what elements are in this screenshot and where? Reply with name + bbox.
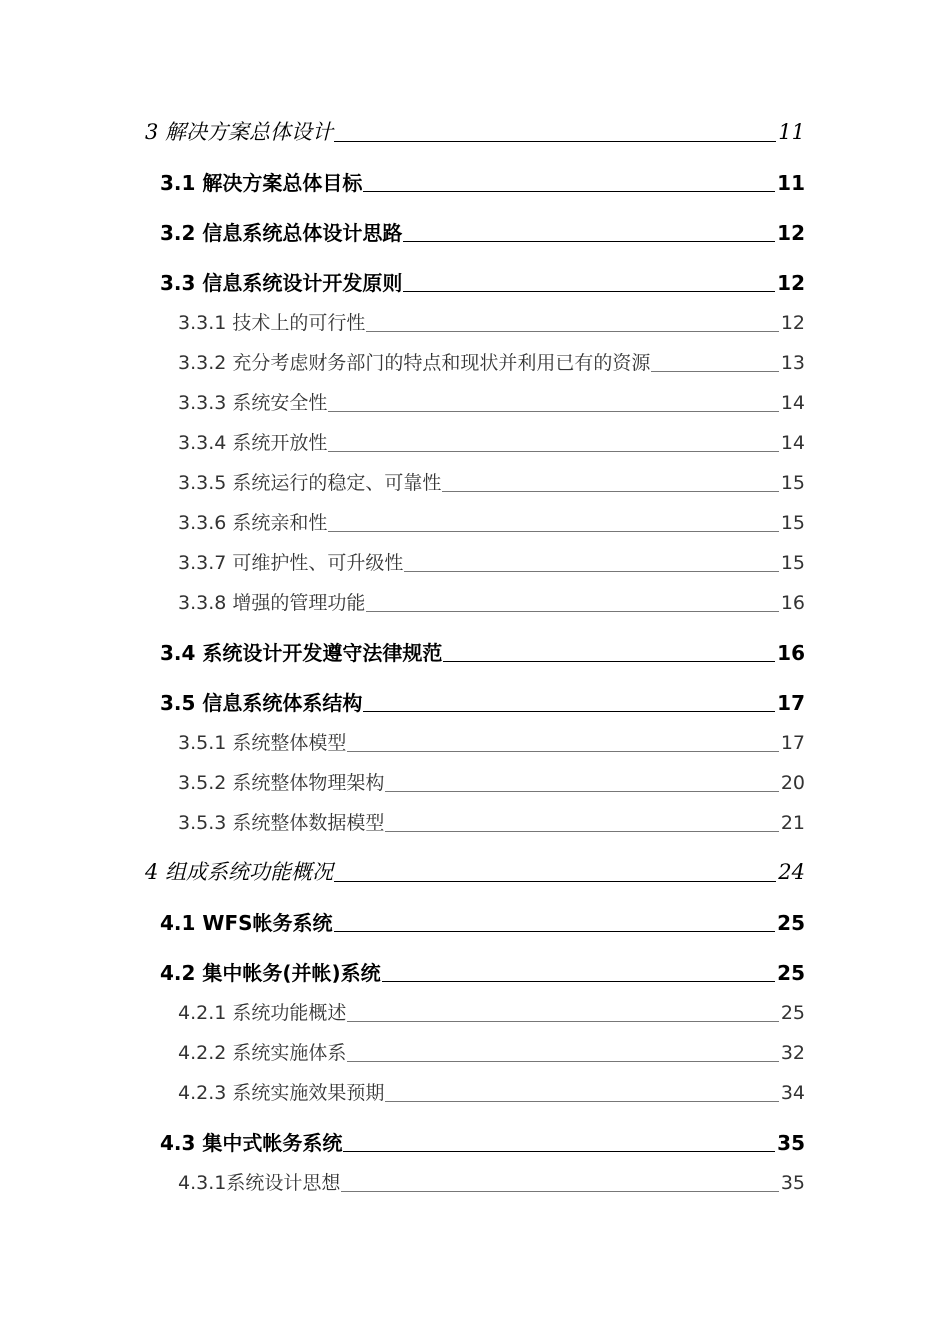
toc-leader bbox=[385, 791, 778, 792]
toc-entry[interactable] bbox=[178, 514, 805, 533]
toc-entry[interactable] bbox=[178, 314, 805, 333]
toc-entry-page: 15 bbox=[780, 512, 805, 534]
toc-entry-label: 3.5.1 系统整体模型 bbox=[178, 732, 347, 754]
toc-entry[interactable] bbox=[178, 354, 805, 373]
toc-entry-label: 3.4 系统设计开发遵守法律规范 bbox=[160, 641, 443, 665]
toc-entry-page: 24 bbox=[778, 860, 805, 884]
toc-entry-page: 20 bbox=[780, 772, 805, 794]
toc-entry-page: 35 bbox=[777, 1131, 805, 1155]
toc-leader bbox=[347, 1021, 778, 1022]
toc-entry-label: 3.2 信息系统总体设计思路 bbox=[160, 221, 403, 245]
toc-entry[interactable] bbox=[160, 223, 805, 243]
toc-leader bbox=[347, 1061, 778, 1062]
toc-entry-page: 15 bbox=[780, 552, 805, 574]
toc-leader bbox=[363, 711, 775, 712]
toc-entry-label: 4.2.1 系统功能概述 bbox=[178, 1002, 347, 1024]
toc-entry[interactable] bbox=[145, 862, 805, 883]
toc-leader bbox=[363, 191, 775, 192]
toc-leader bbox=[328, 531, 778, 532]
toc-entry-label: 4.3 集中式帐务系统 bbox=[160, 1131, 343, 1155]
toc-entry[interactable] bbox=[178, 1004, 805, 1023]
toc-entry[interactable] bbox=[160, 273, 805, 293]
toc-entry[interactable] bbox=[178, 554, 805, 573]
toc-entry-page: 21 bbox=[780, 812, 805, 834]
toc-entry-page: 16 bbox=[780, 592, 805, 614]
toc-entry-page: 12 bbox=[777, 271, 805, 295]
toc-entry-label: 3.3.4 系统开放性 bbox=[178, 432, 328, 454]
toc-leader bbox=[328, 411, 778, 412]
toc-leader bbox=[334, 141, 776, 142]
toc-entry-page: 15 bbox=[780, 472, 805, 494]
toc-entry-label: 3.3 信息系统设计开发原则 bbox=[160, 271, 403, 295]
toc-entry-page: 34 bbox=[780, 1082, 805, 1104]
toc-leader bbox=[328, 451, 778, 452]
toc-leader bbox=[366, 611, 778, 612]
toc-entry-label: 3.5 信息系统体系结构 bbox=[160, 691, 363, 715]
toc-entry-page: 14 bbox=[780, 432, 805, 454]
toc-entry-page: 17 bbox=[780, 732, 805, 754]
toc-leader bbox=[403, 241, 775, 242]
toc-entry-label: 3.5.2 系统整体物理架构 bbox=[178, 772, 385, 794]
toc-entry-page: 25 bbox=[780, 1002, 805, 1024]
toc-entry[interactable] bbox=[145, 122, 805, 143]
toc-entry-page: 32 bbox=[780, 1042, 805, 1064]
toc-entry[interactable] bbox=[178, 814, 805, 833]
toc-leader bbox=[347, 751, 778, 752]
toc-leader bbox=[651, 371, 778, 372]
toc-entry[interactable] bbox=[178, 394, 805, 413]
toc-entry-label: 3.1 解决方案总体目标 bbox=[160, 171, 363, 195]
toc-entry[interactable] bbox=[178, 734, 805, 753]
toc-entry[interactable] bbox=[178, 474, 805, 493]
toc-entry-page: 11 bbox=[777, 171, 805, 195]
toc-entry-label: 3.3.6 系统亲和性 bbox=[178, 512, 328, 534]
toc-entry-page: 12 bbox=[777, 221, 805, 245]
toc-entry-page: 12 bbox=[780, 312, 805, 334]
toc-entry-page: 17 bbox=[777, 691, 805, 715]
toc-entry[interactable] bbox=[178, 434, 805, 453]
toc-entry[interactable] bbox=[160, 963, 805, 983]
toc-leader bbox=[443, 661, 775, 662]
toc-entry-page: 25 bbox=[777, 961, 805, 985]
toc-leader bbox=[334, 881, 776, 882]
toc-leader bbox=[334, 931, 776, 932]
toc-leader bbox=[385, 1101, 778, 1102]
toc-leader bbox=[442, 491, 778, 492]
toc-entry-label: 3 解决方案总体设计 bbox=[145, 120, 334, 144]
toc-entry[interactable] bbox=[160, 913, 805, 933]
toc-entry-label: 4.3.1系统设计思想 bbox=[178, 1172, 341, 1194]
toc-entry-page: 14 bbox=[780, 392, 805, 414]
toc-entry[interactable] bbox=[178, 1174, 805, 1193]
toc-entry-page: 25 bbox=[777, 911, 805, 935]
toc-entry-label: 3.3.5 系统运行的稳定、可靠性 bbox=[178, 472, 442, 494]
toc-entry-label: 4.1 WFS帐务系统 bbox=[160, 911, 333, 935]
toc-entry-page: 11 bbox=[778, 120, 805, 144]
toc-entry-label: 4.2.2 系统实施体系 bbox=[178, 1042, 347, 1064]
toc-entry[interactable] bbox=[160, 693, 805, 713]
toc-entry-label: 3.3.8 增强的管理功能 bbox=[178, 592, 366, 614]
toc-entry[interactable] bbox=[178, 1044, 805, 1063]
toc-entry[interactable] bbox=[178, 1084, 805, 1103]
toc-leader bbox=[366, 331, 778, 332]
toc-entry[interactable] bbox=[160, 173, 805, 193]
toc-leader bbox=[343, 1151, 775, 1152]
toc-leader bbox=[341, 1191, 778, 1192]
toc-entry-label: 4 组成系统功能概况 bbox=[145, 860, 334, 884]
toc-entry-label: 3.5.3 系统整体数据模型 bbox=[178, 812, 385, 834]
toc-entry[interactable] bbox=[178, 774, 805, 793]
toc-leader bbox=[403, 291, 775, 292]
toc-entry-label: 4.2 集中帐务(并帐)系统 bbox=[160, 961, 381, 985]
toc-leader bbox=[382, 981, 775, 982]
toc-entry[interactable] bbox=[160, 643, 805, 663]
toc-entry-label: 4.2.3 系统实施效果预期 bbox=[178, 1082, 385, 1104]
toc-entry-page: 35 bbox=[780, 1172, 805, 1194]
toc-leader bbox=[404, 571, 778, 572]
toc-entry-label: 3.3.3 系统安全性 bbox=[178, 392, 328, 414]
toc-entry[interactable] bbox=[160, 1133, 805, 1153]
toc-entry-label: 3.3.1 技术上的可行性 bbox=[178, 312, 366, 334]
toc-entry-label: 3.3.2 充分考虑财务部门的特点和现状并利用已有的资源 bbox=[178, 352, 651, 374]
toc-entry-page: 13 bbox=[780, 352, 805, 374]
toc-entry-label: 3.3.7 可维护性、可升级性 bbox=[178, 552, 404, 574]
toc-entry[interactable] bbox=[178, 594, 805, 613]
toc-leader bbox=[385, 831, 778, 832]
toc-entry-page: 16 bbox=[777, 641, 805, 665]
